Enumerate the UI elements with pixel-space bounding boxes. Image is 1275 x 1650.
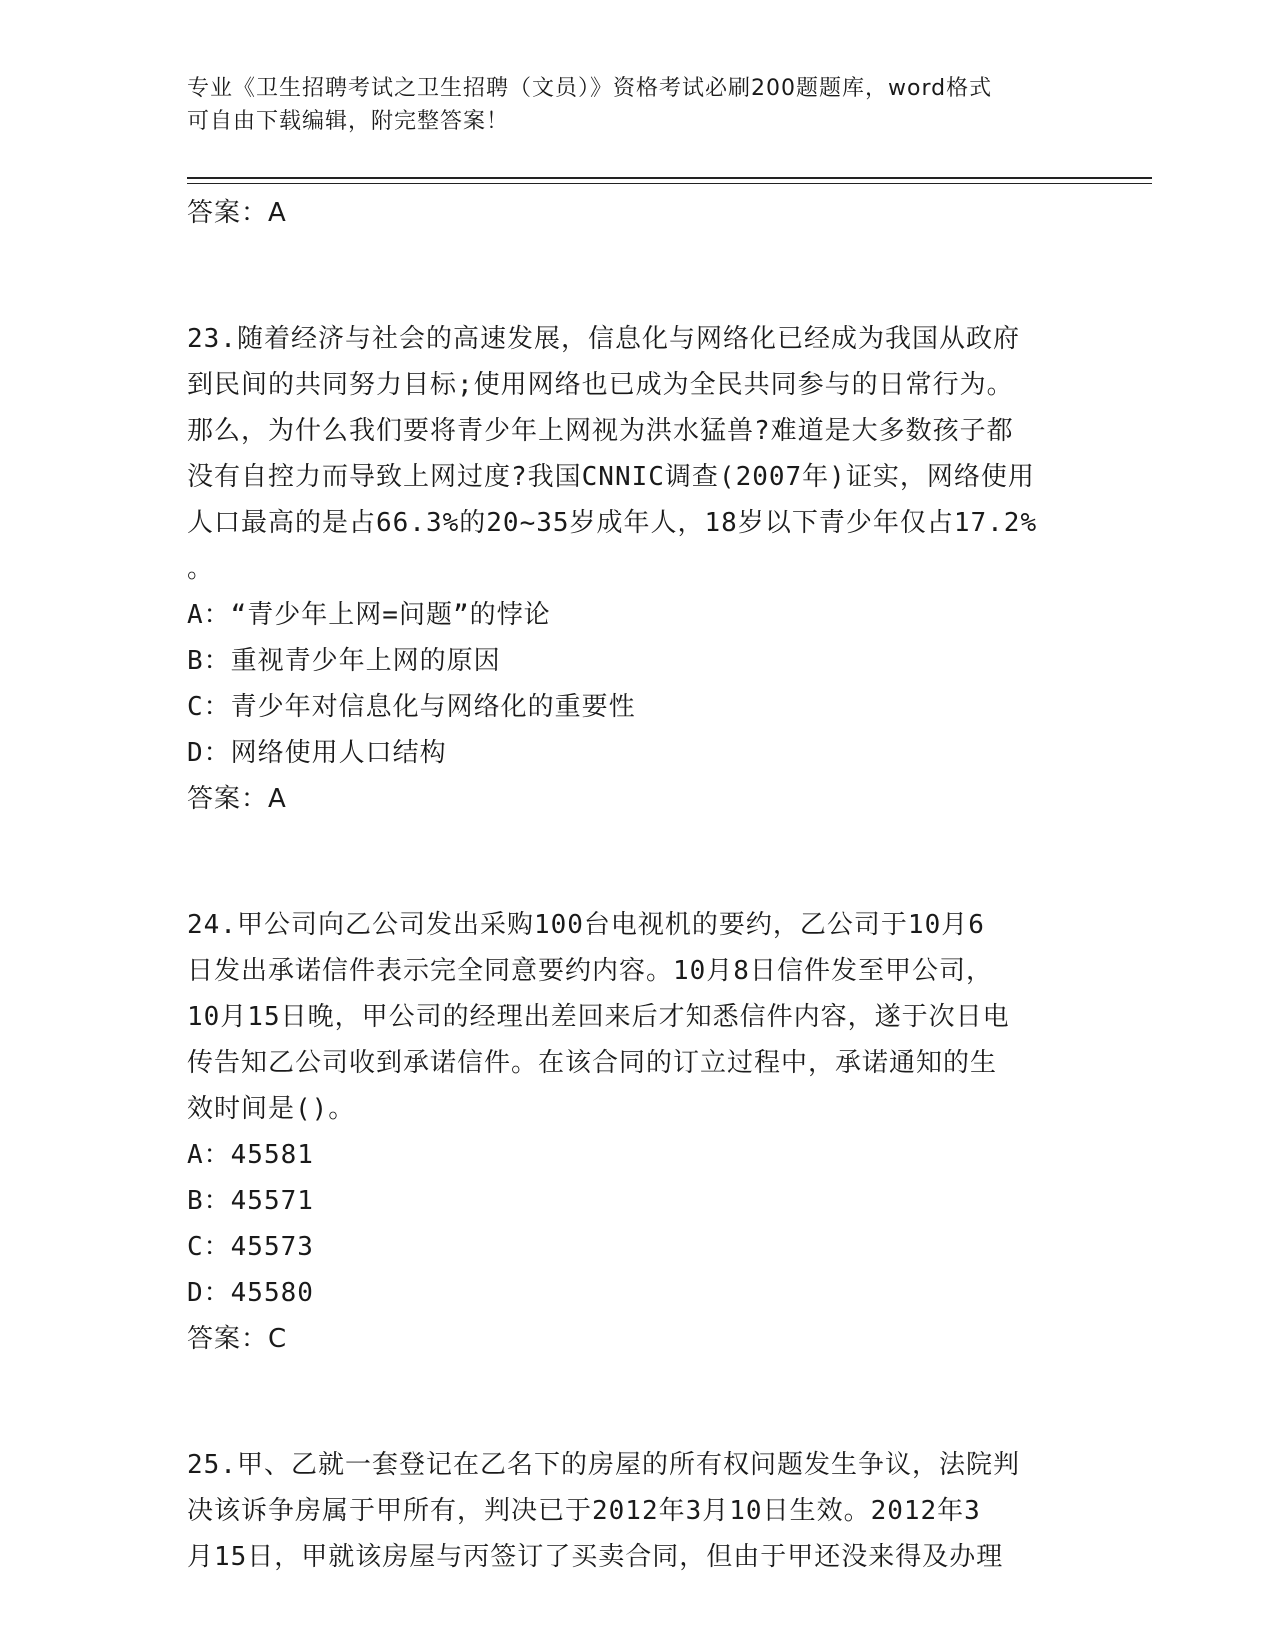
- answer-line: 答案：A: [187, 198, 287, 228]
- option-b: B：重视青少年上网的原因: [187, 646, 501, 676]
- question-line: 传告知乙公司收到承诺信件。在该合同的订立过程中，承诺通知的生: [187, 1048, 998, 1078]
- question-line: 24.甲公司向乙公司发出采购100台电视机的要约，乙公司于10月6: [187, 910, 985, 940]
- spacer: [187, 1362, 1087, 1442]
- question-line: 那么，为什么我们要将青少年上网视为洪水猛兽?难道是大多数孩子都: [187, 416, 1014, 446]
- question-line: 效时间是()。: [187, 1094, 356, 1124]
- option-a: A：“青少年上网=问题”的悖论: [187, 600, 551, 630]
- option-d: D：网络使用人口结构: [187, 738, 447, 768]
- spacer: [187, 236, 1087, 316]
- header-line-2: 可自由下载编辑，附完整答案！: [187, 109, 510, 134]
- header-rule-thin: [187, 183, 1152, 184]
- question-line: 。: [187, 554, 215, 584]
- question-line: 10月15日晚，甲公司的经理出差回来后才知悉信件内容，遂于次日电: [187, 1002, 1010, 1032]
- question-block: [187, 316, 1087, 822]
- question-line: 23.随着经济与社会的高速发展，信息化与网络化已经成为我国从政府: [187, 324, 1020, 354]
- document-body: [187, 190, 1087, 1580]
- header-line-1: 专业《卫生招聘考试之卫生招聘（文员）》资格考试必刷200题题库，word格式: [187, 76, 993, 101]
- spacer: [187, 822, 1087, 902]
- answer-line: 答案：C: [187, 1324, 288, 1354]
- document-header: [187, 72, 1067, 138]
- question-line: 日发出承诺信件表示完全同意要约内容。10月8日信件发至甲公司，: [187, 956, 993, 986]
- question-block: [187, 1442, 1087, 1580]
- question-line: 决该诉争房属于甲所有，判决已于2012年3月10日生效。2012年3: [187, 1496, 981, 1526]
- question-line: 到民间的共同努力目标;使用网络也已成为全民共同参与的日常行为。: [187, 370, 1014, 400]
- header-rule-thick: [187, 177, 1152, 179]
- question-line: 月15日，甲就该房屋与丙签订了买卖合同，但由于甲还没来得及办理: [187, 1542, 1004, 1572]
- question-block: [187, 902, 1087, 1362]
- question-line: 25.甲、乙就一套登记在乙名下的房屋的所有权问题发生争议，法院判: [187, 1450, 1020, 1480]
- option-c: C：青少年对信息化与网络化的重要性: [187, 692, 636, 722]
- question-line: 没有自控力而导致上网过度?我国CNNIC调查(2007年)证实，网络使用: [187, 462, 1035, 492]
- option-a: A：45581: [187, 1140, 314, 1170]
- question-line: 人口最高的是占66.3%的20~35岁成年人，18岁以下青少年仅占17.2%: [187, 508, 1038, 538]
- option-b: B：45571: [187, 1186, 314, 1216]
- option-d: D：45580: [187, 1278, 314, 1308]
- answer-line: 答案：A: [187, 784, 287, 814]
- option-c: C：45573: [187, 1232, 314, 1262]
